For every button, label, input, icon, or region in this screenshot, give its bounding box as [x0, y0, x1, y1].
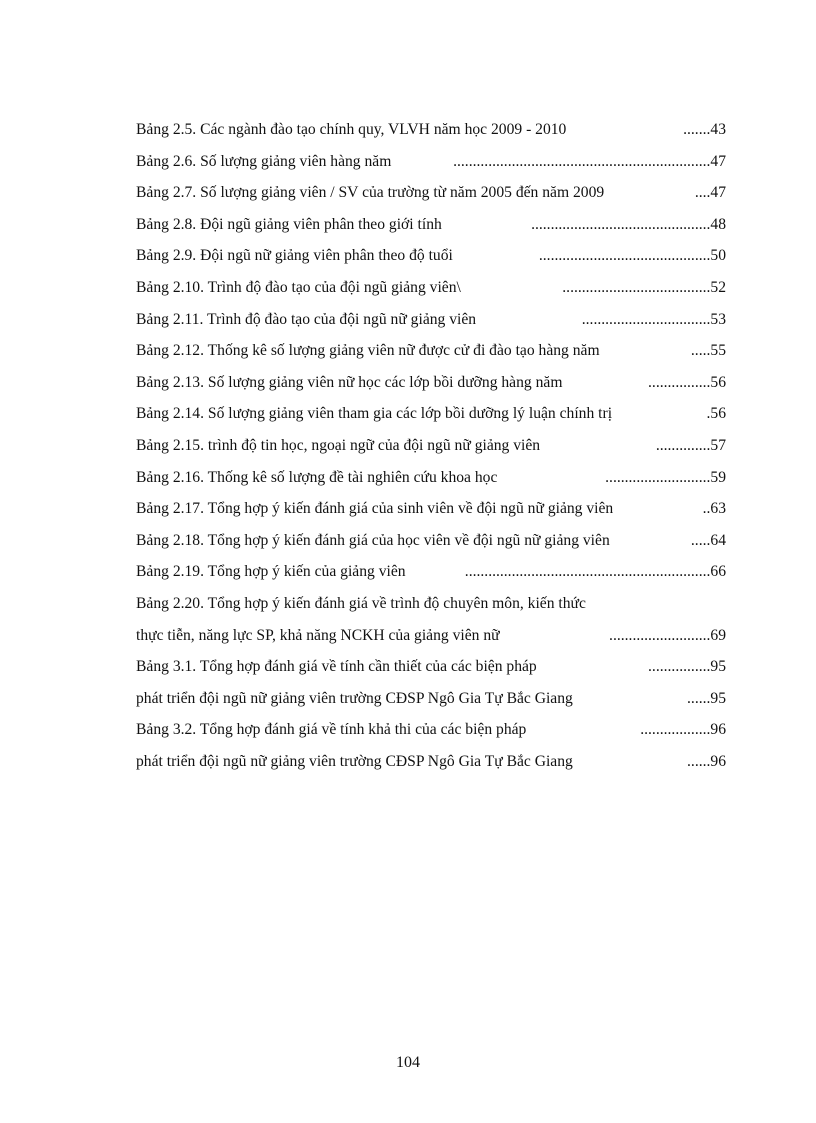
toc-entry-label: Bảng 2.15. trình độ tin học, ngoại ngữ của đội ngũ nữ giảng viên [136, 436, 541, 454]
toc-entry-page: 57 [710, 436, 726, 454]
toc-entry-label: Bảng 2.20. Tổng hợp ý kiến đánh giá về trình độ chuyên môn, kiến thức [136, 594, 586, 612]
toc-entry-page: 95 [710, 658, 726, 676]
toc-entry [136, 525, 726, 557]
toc-entry-leader: ........................... [605, 468, 711, 486]
toc-entry-label: phát triển đội ngũ nữ giảng viên trường CĐSP Ngô Gia Tự Bắc Giang [136, 689, 573, 707]
toc-entry-leader: ..... [690, 531, 711, 549]
toc-entry [136, 588, 726, 620]
toc-entry-label: Bảng 2.17. Tổng hợp ý kiến đánh giá của sinh viên về đội ngũ nữ giảng viên [136, 500, 614, 518]
toc-entry-label: Bảng 3.2. Tổng hợp đánh giá về tính khả thi của các biện pháp [136, 721, 527, 739]
toc-entry-page: 64 [710, 531, 726, 549]
toc-entry-leader: ...................................... [562, 278, 711, 296]
toc-entry-page: 53 [710, 310, 726, 328]
toc-entry-leader: ...... [687, 752, 711, 770]
toc-entry-label: Bảng 2.14. Số lượng giảng viên tham gia các lớp bồi dưỡng lý luận chính trị [136, 405, 613, 423]
toc-entry-leader: ............................................................... [464, 563, 711, 581]
toc-entry-leader: ....... [683, 121, 711, 138]
toc-entry [136, 209, 726, 241]
toc-entry-label: Bảng 3.1. Tổng hợp đánh giá về tính cần thiết của các biện pháp [136, 658, 537, 676]
toc-entry-page: 48 [710, 215, 726, 233]
toc-entry-page: 95 [710, 689, 726, 707]
toc-entry-leader: .... [694, 184, 711, 202]
table-of-tables [136, 114, 726, 777]
page-number: 104 [396, 1054, 420, 1071]
toc-entry [136, 746, 726, 778]
toc-entry [136, 304, 726, 336]
toc-entry [136, 556, 726, 588]
toc-entry [136, 462, 726, 494]
toc-entry-page: 52 [710, 278, 726, 296]
toc-entry-page: 96 [710, 752, 726, 770]
toc-entry [136, 683, 726, 715]
toc-entry-page: 66 [710, 563, 726, 581]
toc-entry-leader: ............................................ [538, 247, 711, 265]
toc-entry-page: 43 [710, 121, 726, 138]
toc-entry [136, 177, 726, 209]
toc-entry [136, 335, 726, 367]
toc-entry [136, 367, 726, 399]
toc-entry [136, 714, 726, 746]
toc-entry-label: Bảng 2.6. Số lượng giảng viên hàng năm [136, 152, 392, 170]
toc-entry-page: 50 [710, 247, 726, 265]
toc-entry-label: Bảng 2.5. Các ngành đào tạo chính quy, VLVH năm học 2009 - 2010 [136, 121, 567, 138]
toc-entry [136, 651, 726, 683]
toc-entry-label: thực tiễn, năng lực SP, khả năng NCKH của giảng viên nữ [136, 626, 500, 644]
toc-entry-page: 55 [710, 342, 726, 360]
toc-entry-label: Bảng 2.8. Đội ngũ giảng viên phân theo giới tính [136, 215, 442, 233]
toc-entry-label: Bảng 2.10. Trình độ đào tạo của đội ngũ giảng viên\ [136, 278, 461, 296]
toc-entry-leader: .............. [655, 436, 711, 454]
toc-entry-leader: .............................................. [531, 215, 711, 233]
toc-entry-leader: ..... [690, 342, 711, 360]
toc-entry-label: Bảng 2.18. Tổng hợp ý kiến đánh giá của học viên về đội ngũ nữ giảng viên [136, 531, 610, 549]
toc-entry [136, 146, 726, 178]
toc-entry-page: 56 [710, 405, 726, 423]
toc-entry-label: Bảng 2.12. Thống kê số lượng giảng viên nữ được cử đi đào tạo hàng năm [136, 342, 600, 360]
toc-entry-leader: .................................................................. [453, 152, 711, 170]
toc-entry-page: 56 [710, 373, 726, 391]
toc-entry-leader: . [706, 405, 711, 423]
toc-entry-page: 96 [710, 721, 726, 739]
toc-entry-label: Bảng 2.9. Đội ngũ nữ giảng viên phân theo độ tuổi [136, 247, 453, 265]
toc-entry [136, 240, 726, 272]
toc-entry-label: Bảng 2.19. Tổng hợp ý kiến của giảng viên [136, 563, 406, 581]
toc-entry [136, 272, 726, 304]
toc-entry-leader: ...... [687, 689, 711, 707]
toc-entry-label: Bảng 2.13. Số lượng giảng viên nữ học các lớp bồi dưỡng hàng năm [136, 373, 563, 391]
toc-entry-page: 47 [710, 152, 726, 170]
toc-entry [136, 493, 726, 525]
toc-entry-label: Bảng 2.16. Thống kê số lượng đề tài nghiên cứu khoa học [136, 468, 498, 486]
toc-entry-label: Bảng 2.11. Trình độ đào tạo của đội ngũ nữ giảng viên [136, 310, 477, 328]
toc-entry-label: phát triển đội ngũ nữ giảng viên trường CĐSP Ngô Gia Tự Bắc Giang [136, 752, 573, 770]
toc-entry-leader: ................ [648, 373, 711, 391]
toc-entry-label: Bảng 2.7. Số lượng giảng viên / SV của trường từ năm 2005 đến năm 2009 [136, 184, 605, 202]
toc-entry-leader: .................. [640, 721, 711, 739]
toc-entry [136, 114, 726, 146]
toc-entry-page: 47 [710, 184, 726, 202]
toc-entry-page: 63 [710, 500, 726, 518]
toc-entry-leader: .. [702, 500, 711, 518]
toc-entry-leader: ................................. [581, 310, 711, 328]
toc-entry [136, 398, 726, 430]
toc-entry [136, 430, 726, 462]
toc-entry-page: 59 [710, 468, 726, 486]
toc-entry-leader: ................ [648, 658, 711, 676]
toc-entry [136, 620, 726, 652]
toc-entry-page: 69 [710, 626, 726, 644]
toc-entry-leader: .......................... [609, 626, 711, 644]
